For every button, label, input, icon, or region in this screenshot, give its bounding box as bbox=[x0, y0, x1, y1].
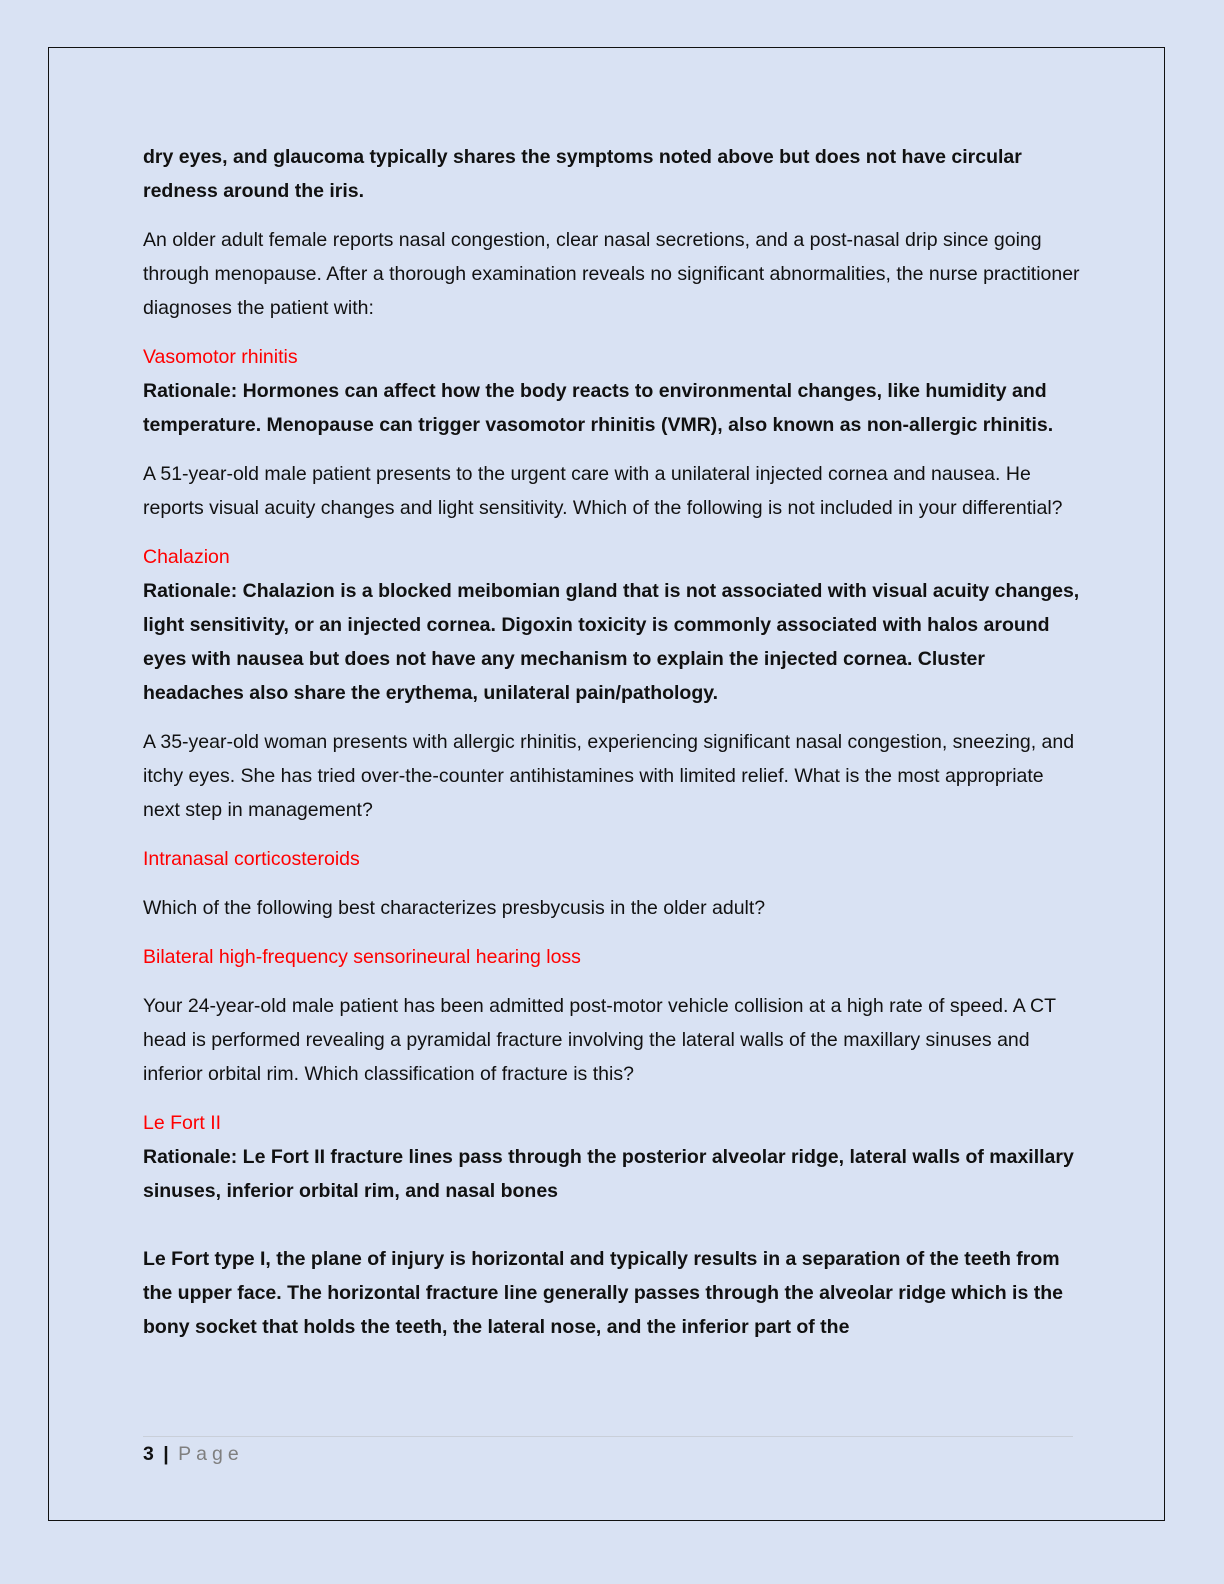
question-fracture: Your 24-year-old male patient has been admitted post-motor vehicle collision at a high rate of speed. A CT head is performed revealing a pyramidal fracture involving the lateral walls of the maxillary sinuses and inferior orbital rim. Which classification of fracture is this? bbox=[143, 995, 1056, 1085]
answer-vasomotor: Vasomotor rhinitis bbox=[143, 346, 298, 368]
footer-separator: | bbox=[163, 1443, 169, 1465]
page-number: 3 bbox=[143, 1443, 154, 1465]
question-allergic-rhinitis: A 35-year-old woman presents with allergic rhinitis, experiencing significant nasal congestion, sneezing, and itchy eyes. She has tried over-the-counter antihistamines with limited relief. What is the most appropriate next step in management? bbox=[143, 731, 1075, 821]
le-fort-type-i-paragraph: Le Fort type I, the plane of injury is horizontal and typically results in a separation of the teeth from the upper face. The horizontal fracture line generally passes through the alveolar ridge which is the bony socket that holds the teeth, the lateral nose, and the inferior part of the bbox=[143, 1248, 1063, 1338]
rationale-vasomotor: Rationale: Hormones can affect how the body reacts to environmental changes, like humidity and temperature. Menopause can trigger vasomotor rhinitis (VMR), also known as non-allergic rhinitis. bbox=[143, 380, 1054, 436]
footer-divider bbox=[143, 1436, 1073, 1437]
rationale-continued-glaucoma: dry eyes, and glaucoma typically shares the symptoms noted above but does not have circular redness around the iris. bbox=[143, 146, 1022, 202]
question-vasomotor: An older adult female reports nasal congestion, clear nasal secretions, and a post-nasal drip since going through menopause. After a thorough examination reveals no significant abnormalities, the nurse practitioner diagnoses the patient with: bbox=[143, 229, 1080, 319]
document-body bbox=[143, 140, 1083, 1359]
answer-intranasal: Intranasal corticosteroids bbox=[143, 848, 360, 870]
answer-chalazion: Chalazion bbox=[143, 546, 230, 568]
answer-le-fort: Le Fort II bbox=[143, 1112, 222, 1134]
answer-presbycusis: Bilateral high-frequency sensorineural hearing loss bbox=[143, 946, 581, 968]
page-label: Page bbox=[178, 1443, 244, 1465]
rationale-chalazion: Rationale: Chalazion is a blocked meibomian gland that is not associated with visual acuity changes, light sensitivity, or an injected cornea. Digoxin toxicity is commonly associated with halos around eyes with nausea but does not have any mechanism to explain the injected cornea. Cluster headaches also share the erythema, unilateral pain/pathology. bbox=[143, 580, 1080, 704]
rationale-le-fort: Rationale: Le Fort II fracture lines pass through the posterior alveolar ridge, lateral walls of maxillary sinuses, inferior orbital rim, and nasal bones bbox=[143, 1146, 1074, 1202]
question-presbycusis: Which of the following best characterizes presbycusis in the older adult? bbox=[143, 897, 766, 919]
question-injected-cornea: A 51-year-old male patient presents to the urgent care with a unilateral injected cornea and nausea. He reports visual acuity changes and light sensitivity. Which of the following is not included in your differential? bbox=[143, 463, 1063, 519]
page-footer bbox=[143, 1438, 244, 1470]
